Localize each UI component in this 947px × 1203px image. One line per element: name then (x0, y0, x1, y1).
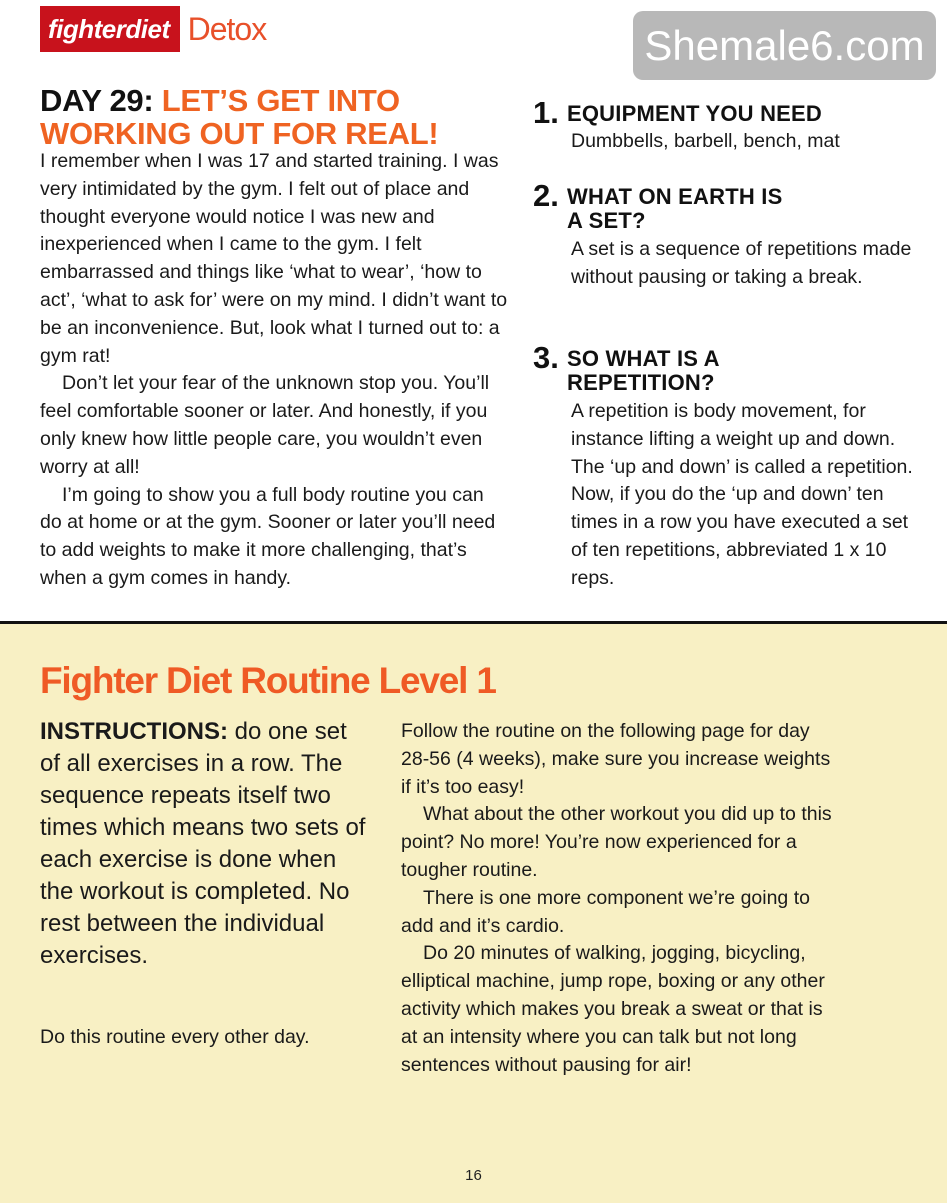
section-number: 3. (533, 340, 559, 375)
routine-panel (0, 621, 947, 1203)
intro-paragraph: I’m going to show you a full body routine you can do at home or at the gym. Sooner or later you’ll need to add weights to make it more challenging, that’s when a gym comes in handy. (40, 483, 496, 589)
section-body: Dumbbells, barbell, bench, mat (571, 130, 840, 152)
routine-paragraph: There is one more component we’re going to add and it’s cardio. (401, 886, 810, 937)
section-title: EQUIPMENT YOU NEED (567, 101, 823, 126)
routine-paragraph: What about the other workout you did up to this point? No more! You’re now experienced for a tougher routine. (401, 803, 832, 881)
brand-logo (40, 6, 266, 52)
brand-name: fighterdiet (40, 6, 180, 52)
instructions-label: INSTRUCTIONS: (40, 718, 228, 745)
routine-text (401, 718, 841, 1079)
article-title (40, 84, 510, 150)
section-number: 2. (533, 178, 559, 213)
section-number: 1. (533, 95, 559, 130)
section-equipment (533, 95, 923, 156)
title-highlight: LET’S GET INTO WORKING OUT FOR REAL! (40, 83, 439, 151)
title-day: DAY 29: (40, 83, 154, 118)
section-repetition (533, 340, 923, 593)
instructions (40, 716, 370, 972)
section-title: SO WHAT IS A REPETITION? (567, 346, 719, 395)
routine-paragraph: Do 20 minutes of walking, jogging, bicycling, elliptical machine, jump rope, boxing or any other activity which makes you break a sweat or that is at an intensity where you can talk but not long sentences without pausing for air! (401, 942, 825, 1076)
routine-title: Fighter Diet Routine Level 1 (40, 660, 496, 701)
page-number: 16 (465, 1167, 482, 1184)
intro-paragraph: Don’t let your fear of the unknown stop you. You’ll feel comfortable sooner or later. And honestly, if you only knew how little people care, you wouldn’t even worry at all! (40, 372, 490, 478)
section-set (533, 178, 923, 292)
watermark: Shemale6.com (633, 11, 936, 80)
section-title: WHAT ON EARTH IS A SET? (567, 184, 783, 233)
routine-frequency: Do this routine every other day. (40, 1026, 310, 1048)
section-body: A repetition is body movement, for instance lifting a weight up and down. The ‘up and down’ is called a repetition. Now, if you do the ‘up and down’ ten times in a row you have executed a set of ten repetitions, abbreviated 1 x 10 reps. (571, 400, 913, 589)
routine-paragraph: Follow the routine on the following page for day 28-56 (4 weeks), make sure you increase weights if it’s too easy! (401, 720, 831, 798)
intro-paragraph: I remember when I was 17 and started training. I was very intimidated by the gym. I felt out of place and thought everyone would notice I was new and inexperienced when I came to the gym. I felt embarrassed and things like ‘what to wear’, ‘how to act’, ‘what to ask for’ were on my mind. I didn’t want to be an inconvenience. But, look what I turned out to: a gym rat! (40, 150, 508, 367)
section-name: Detox (187, 10, 267, 47)
instructions-text: do one set of all exercises in a row. The sequence repeats itself two times which means two sets of each exercise is done when the workout is completed. No rest between the individual exercises. (40, 718, 366, 969)
intro-text (40, 148, 510, 593)
section-body: A set is a sequence of repetitions made without pausing or taking a break. (571, 238, 912, 288)
